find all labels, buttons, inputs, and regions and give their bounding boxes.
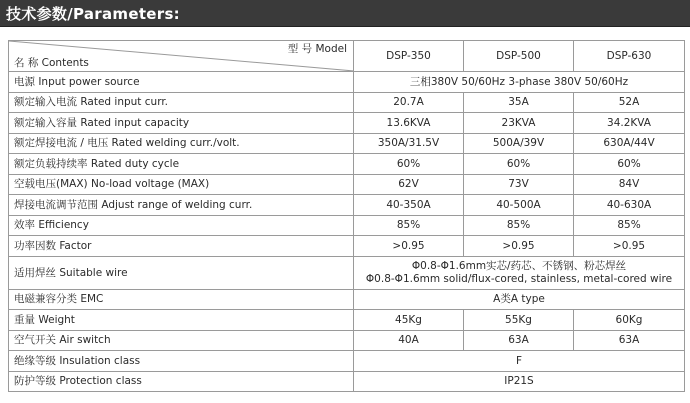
table-row [9, 371, 685, 392]
row-value: 63A [574, 330, 685, 351]
row-value: 52A [574, 92, 685, 113]
row-label: 电磁兼容分类 EMC [9, 289, 354, 310]
model-column-header: DSP-630 [574, 41, 685, 72]
row-value: 73V [464, 174, 574, 195]
row-value: >0.95 [574, 236, 685, 257]
row-value: 85% [574, 215, 685, 236]
wire-spec-en: Φ0.8-Φ1.6mm solid/flux-cored, stainless, metal-cored wire [365, 272, 673, 285]
table-row [9, 289, 685, 310]
table-header-row [9, 41, 685, 72]
row-value: 84V [574, 174, 685, 195]
model-column-header: DSP-500 [464, 41, 574, 72]
row-label: 额定输入电流 Rated input curr. [9, 92, 354, 113]
row-label: 空气开关 Air switch [9, 330, 354, 351]
table-row [9, 330, 685, 351]
table-row [9, 256, 685, 289]
row-value: >0.95 [464, 236, 574, 257]
row-label: 效率 Efficiency [9, 215, 354, 236]
row-label: 适用焊丝 Suitable wire [9, 256, 354, 289]
table-row [9, 236, 685, 257]
table-row [9, 133, 685, 154]
row-value: 500A/39V [464, 133, 574, 154]
row-value: >0.95 [354, 236, 464, 257]
row-label: 空载电压(MAX) No-load voltage (MAX) [9, 174, 354, 195]
row-label: 额定焊接电流 / 电压 Rated welding curr./volt. [9, 133, 354, 154]
row-value: 34.2KVA [574, 113, 685, 134]
row-value: 40-630A [574, 195, 685, 216]
row-label: 额定输入容量 Rated input capacity [9, 113, 354, 134]
row-value: 60Kg [574, 310, 685, 331]
row-value: 630A/44V [574, 133, 685, 154]
table-row [9, 92, 685, 113]
row-label: 重量 Weight [9, 310, 354, 331]
row-value: 55Kg [464, 310, 574, 331]
row-value: 60% [574, 154, 685, 175]
row-value: 35A [464, 92, 574, 113]
table-row [9, 72, 685, 93]
section-title: 技术参数/Parameters: [6, 5, 180, 23]
row-value: 三相380V 50/60Hz 3-phase 380V 50/60Hz [354, 72, 685, 93]
row-value: 63A [464, 330, 574, 351]
row-value: 40-350A [354, 195, 464, 216]
row-value: 350A/31.5V [354, 133, 464, 154]
row-value: 62V [354, 174, 464, 195]
table-row [9, 174, 685, 195]
row-value: 20.7A [354, 92, 464, 113]
table-row [9, 113, 685, 134]
section-header [0, 0, 690, 27]
row-label: 防护等级 Protection class [9, 371, 354, 392]
row-value: A类A type [354, 289, 685, 310]
row-value: 13.6KVA [354, 113, 464, 134]
row-value: 23KVA [464, 113, 574, 134]
model-column-header: DSP-350 [354, 41, 464, 72]
row-value: F [354, 351, 685, 372]
row-label: 绝缘等级 Insulation class [9, 351, 354, 372]
table-row [9, 310, 685, 331]
row-value: 45Kg [354, 310, 464, 331]
model-header-label: 型 号 Model [287, 43, 347, 55]
row-value: 85% [464, 215, 574, 236]
row-label: 电源 Input power source [9, 72, 354, 93]
wire-spec-cn: Φ0.8-Φ1.6mm实芯/药芯、不锈钢、粉芯焊丝 [411, 259, 627, 272]
contents-header-label: 名 称 Contents [14, 57, 89, 69]
header-corner-cell [9, 41, 354, 72]
table-row [9, 195, 685, 216]
row-value: 85% [354, 215, 464, 236]
row-value: IP21S [354, 371, 685, 392]
row-label: 额定负载持续率 Rated duty cycle [9, 154, 354, 175]
table-row [9, 351, 685, 372]
row-value: 60% [354, 154, 464, 175]
row-value: 40-500A [464, 195, 574, 216]
table-row [9, 154, 685, 175]
row-label: 功率因数 Factor [9, 236, 354, 257]
row-value [354, 256, 685, 289]
row-value: 60% [464, 154, 574, 175]
parameters-table [8, 40, 685, 392]
table-row [9, 215, 685, 236]
row-label: 焊接电流调节范围 Adjust range of welding curr. [9, 195, 354, 216]
row-value: 40A [354, 330, 464, 351]
